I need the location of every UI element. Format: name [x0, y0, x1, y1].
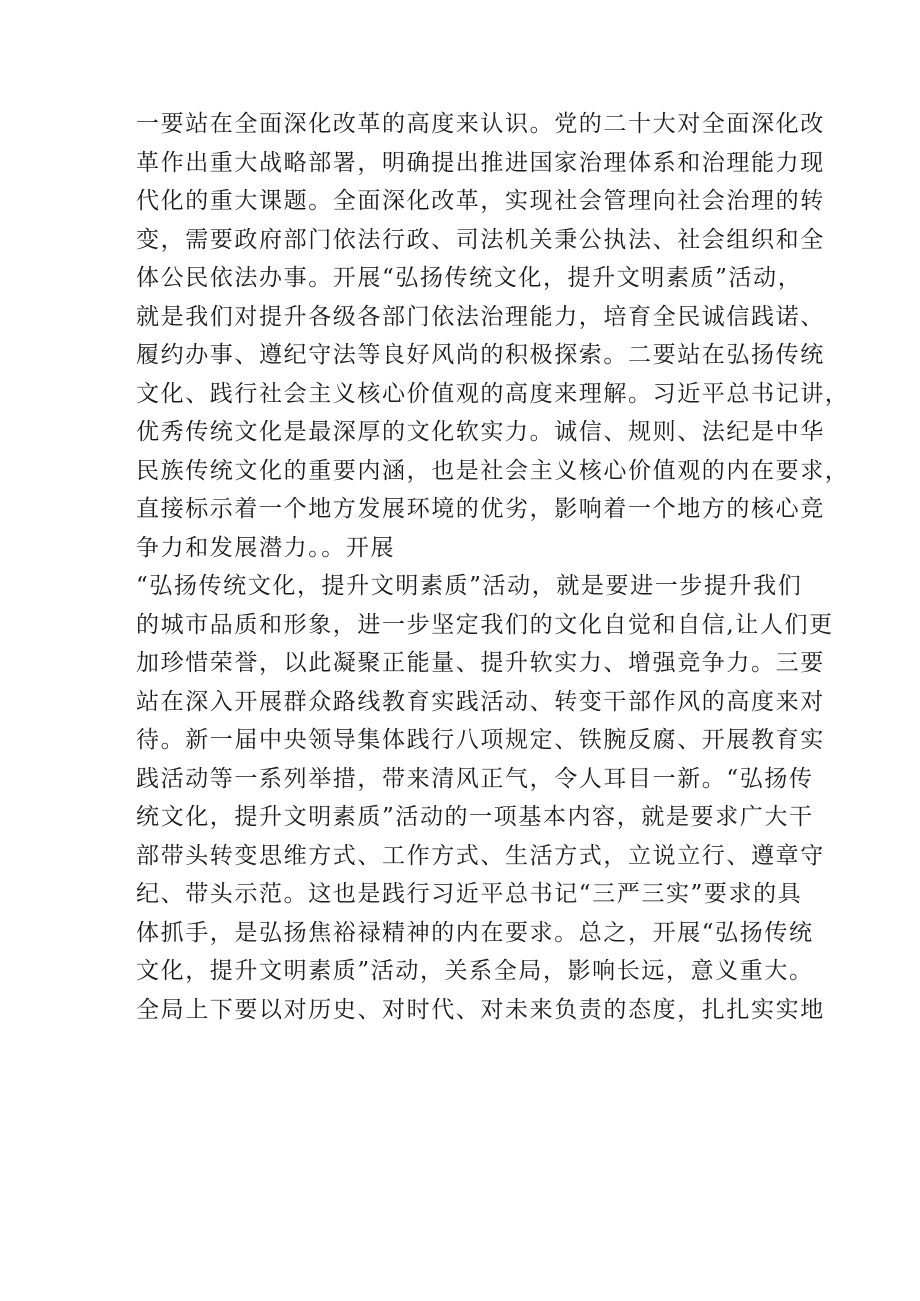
text-line-6: 就是我们对提升各级各部门依法治理能力，培育全民诚信践诺、 [136, 303, 825, 330]
text-line-15: 加珍惜荣誉，以此凝聚正能量、提升软实力、增强竞争力。三要 [136, 650, 825, 676]
text-line-19: 统文化，提升文明素质”活动的一项基本内容，就是要求广大干 [136, 804, 814, 830]
text-line-13: “弘扬传统文化，提升文明素质”活动，就是要进一步提升我们 [136, 573, 803, 599]
text-line-16: 站在深入开展群众路线教育实践活动、转变干部作风的高度来对 [136, 688, 825, 715]
text-line-12: 争力和发展潜力。。开展 [136, 534, 396, 561]
text-line-24: 全局上下要以对历史、对时代、对未来负责的态度，扎扎实实地 [136, 996, 825, 1023]
text-line-8: 文化、践行社会主义核心价值观的高度来理解。习近平总书记讲， [136, 380, 850, 407]
text-line-7: 履约办事、遵纪守法等良好风尚的积极探索。二要站在弘扬传统 [136, 342, 825, 368]
text-line-18: 践活动等一系列举措，带来清风正气，令人耳目一新。“弘扬传 [136, 765, 814, 792]
text-line-11: 直接标示着一个地方发展环境的优劣，影响着一个地方的核心竞 [136, 496, 825, 522]
body-text [136, 105, 850, 1029]
text-line-2: 革作出重大战略部署，明确提出推进国家治理体系和治理能力现 [136, 149, 825, 176]
text-line-20: 部带头转变思维方式、工作方式、生活方式，立说立行、遵章守 [136, 842, 825, 869]
text-line-1: 一要站在全面深化改革的高度来认识。党的二十大对全面深化改 [136, 111, 825, 137]
text-line-3: 代化的重大课题。全面深化改革，实现社会管理向社会治理的转 [136, 188, 825, 214]
text-line-23: 文化，提升文明素质”活动，关系全局，影响长远，意义重大。 [136, 958, 814, 984]
text-line-21: 纪、带头示范。这也是践行习近平总书记“三严三实”要求的具 [136, 881, 803, 907]
text-line-4: 变，需要政府部门依法行政、司法机关秉公执法、社会组织和全 [136, 226, 825, 253]
text-line-5: 体公民依法办事。开展“弘扬传统文化，提升文明素质”活动， [136, 265, 803, 291]
text-line-22: 体抓手，是弘扬焦裕禄精神的内在要求。总之，开展“弘扬传统 [136, 919, 814, 946]
text-line-9: 优秀传统文化是最深厚的文化软实力。诚信、规则、法纪是中华 [136, 419, 825, 445]
text-line-10: 民族传统文化的重要内涵，也是社会主义核心价值观的内在要求， [136, 457, 850, 484]
text-line-17: 待。新一届中央领导集体践行八项规定、铁腕反腐、开展教育实 [136, 727, 825, 753]
text-line-14: 的城市品质和形象，进一步坚定我们的文化自觉和自信,让人们更 [136, 611, 834, 638]
